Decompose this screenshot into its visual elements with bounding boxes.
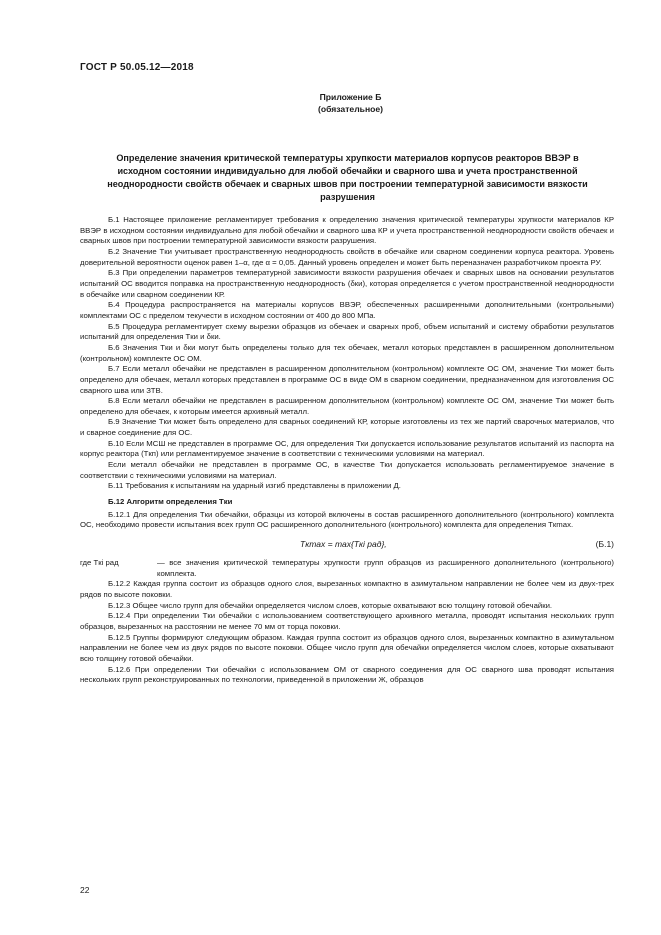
formula-where-term: где Tкi рад <box>80 558 119 568</box>
paragraph-b12-6: Б.12.6 При определении Tки обечайки с использованием ОМ от сварного соединения для ОС сварного шва проводят испытания нескольких групп реконструированных по технологии, приведенной в приложении Ж, образцов <box>80 664 614 685</box>
section-heading-b12: Б.12 Алгоритм определения Tки <box>108 497 233 507</box>
paragraph-b3: Б.3 При определении параметров температурной зависимости вязкости разрушения обечаек и сварных швов на основании результатов испытаний ОС вводится поправка на пространственную неоднородность (δки), которая определяется с учетом пространственной неоднородности в обечайке или сварном соединении КР. <box>80 268 614 299</box>
annex-status: (обязательное) <box>317 104 384 114</box>
formula-expression: Tкmax = max{Tкi рад}, <box>300 539 387 550</box>
paragraph-b10: Б.10 Если МСШ не представлен в программе ОС, для определения Tки допускается использование результатов испытаний из паспорта на корпус реактора (Tкп) или регламентируемое значение в соответствии с техническими условиями на материал. <box>80 438 614 459</box>
paragraph-b1: Б.1 Настоящее приложение регламентирует требования к определению значения критической температуры хрупкости материалов КР ВВЭР в исходном состоянии индивидуально для любой обечайки и сварного шва КР и учета пространственной неоднородности свойств обечаек и сварных швов при построении температурной зависимости вязкости разрушения. <box>80 215 614 246</box>
paragraph-b9: Б.9 Значение Tки может быть определено для сварных соединений КР, которые изготовлены из тех же партий сварочных материалов, что и сварное соединение для ОС. <box>80 417 614 438</box>
page-number: 22 <box>80 885 90 895</box>
annex-body <box>80 215 614 686</box>
paragraph-b8: Б.8 Если металл обечайки не представлен в расширенном дополнительном (контрольном) комплекте ОС ОМ, значение Tки может быть определено для обечаек, к которым имеется архивный металл. <box>80 396 614 416</box>
paragraph-b6: Б.6 Значения Tки и δки могут быть определены только для тех обечаек, металл которых представлен в расширенном дополнительном (контрольном) комплекте ОС ОМ. <box>80 342 614 363</box>
standard-header: ГОСТ Р 50.05.12—2018 <box>80 62 194 73</box>
paragraph-b12-4: Б.12.4 При определении Tки обечайки с использованием соответствующего архивного металла, проводят испытания нескольких групп образцов, вырезанных на расстоянии не менее 70 мм от торца поковки. <box>80 611 614 631</box>
annex-title: Определение значения критической температуры хрупкости материалов корпусов реакторов ВВЭР в исходном состоянии индивидуально для любой обечайки и сварного шва и учета пространственной неоднородности свойств обечаек и сварных швов при построении температурной зависимости вязкости разрушения <box>107 153 588 202</box>
paragraph-b10-continued: Если металл обечайки не представлен в программе ОС, в качестве Tки допускается использовать регламентируемое значение в соответствии с техническими условиями на материал. <box>80 460 614 480</box>
formula-number: (Б.1) <box>595 539 614 550</box>
paragraph-b5: Б.5 Процедура регламентирует схему вырезки образцов из обечаек и сварных проб, объем испытаний и систему обработки результатов испытаний для определения Tки и δки. <box>80 321 614 342</box>
formula-explanation <box>80 558 614 579</box>
formula-b1 <box>80 534 614 558</box>
annex-label: Приложение Б <box>319 92 382 102</box>
paragraph-b12-3: Б.12.3 Общее число групп для обечайки определяется числом слоев, которые охватывают всю толщину готовой обечайки. <box>108 600 553 610</box>
formula-where-text: — все значения критической температуры хрупкости групп образцов из расширенного дополнительного (контрольного) комплекта. <box>157 558 614 578</box>
paragraph-b2: Б.2 Значение Tки учитывает пространственную неоднородность свойств в обечайке или сварном соединении корпуса реактора. Уровень доверительной вероятности оценок равен 1–α, где α = 0,05. Данный уровень определен и может быть переназначен разработчиком проекта РУ. <box>80 246 614 267</box>
paragraph-b7: Б.7 Если металл обечайки не представлен в расширенном дополнительном (контрольном) комплекте ОС ОМ, значение Tки может быть определено для обечаек, металл которых представлен в программе ОС в виде ОМ в сварном соединении, предназначенном для изготовления ОС сварного шва или ЗТВ. <box>80 364 614 395</box>
paragraph-b4: Б.4 Процедура распространяется на материалы корпусов ВВЭР, обеспеченных расширенными дополнительными (контрольными) комплектами ОС с пределом текучести в исходном состоянии от 400 до 800 МПа. <box>80 300 614 320</box>
paragraph-b12-1: Б.12.1 Для определения Tки обечайки, образцы из которой включены в состав расширенного дополнительного (контрольного) комплекта ОС, необходимо провести испытания всех групп ОС расширенного дополнительного (контрольного) комплекта для определения Tкmax. <box>80 509 614 530</box>
paragraph-b12-5: Б.12.5 Группы формируют следующим образом. Каждая группа состоит из образцов одного слоя, вырезанных компактно в азимутальном направлении не более чем из двух рядов по высоте поковки. Общее число групп для обечайки определяется числом слоев, которые охватывают всю толщину готовой обечайки. <box>80 632 614 663</box>
paragraph-b12-2: Б.12.2 Каждая группа состоит из образцов одного слоя, вырезанных компактно в азимутальном направлении не более чем из двух-трех рядов по высоте поковки. <box>80 579 614 599</box>
paragraph-b11: Б.11 Требования к испытаниям на ударный изгиб представлены в приложении Д. <box>108 481 401 491</box>
